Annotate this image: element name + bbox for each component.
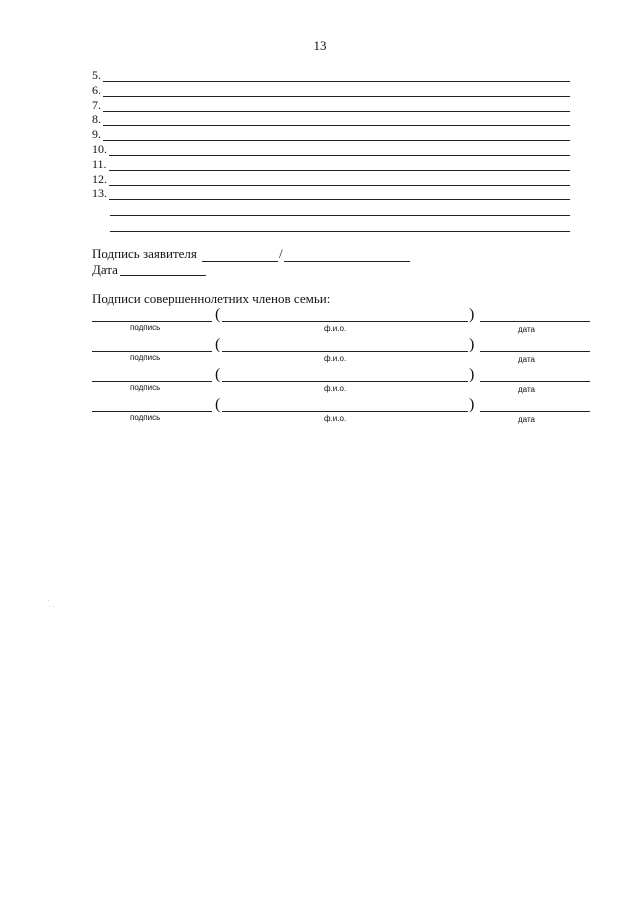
caption-date: дата	[518, 325, 535, 334]
applicant-signature-label: Подпись заявителя	[92, 246, 197, 261]
line-field[interactable]	[103, 129, 570, 141]
line-number: 10.	[92, 142, 107, 156]
family-date-field[interactable]	[480, 381, 590, 382]
family-signature-field[interactable]	[92, 381, 212, 382]
caption-date: дата	[518, 385, 535, 394]
line-field[interactable]	[103, 85, 570, 97]
close-paren: )	[469, 306, 475, 323]
continuation-line[interactable]	[110, 215, 570, 216]
line-number: 6.	[92, 82, 101, 97]
numbered-line[interactable]	[92, 98, 570, 112]
caption-signature: подпись	[130, 353, 161, 362]
continuation-line[interactable]	[110, 231, 570, 232]
line-number: 8.	[92, 112, 101, 127]
line-number: 11.	[92, 156, 107, 171]
numbered-line[interactable]	[92, 83, 570, 97]
family-signatures-heading: Подписи совершеннолетних членов семьи:	[92, 291, 331, 306]
family-name-field[interactable]	[222, 381, 468, 382]
open-paren: (	[215, 366, 221, 383]
caption-signature: подпись	[130, 383, 161, 392]
caption-signature: подпись	[130, 413, 161, 422]
line-field[interactable]	[103, 70, 570, 82]
family-name-field[interactable]	[222, 351, 468, 352]
family-signature-field[interactable]	[92, 321, 212, 322]
caption-name: ф.и.о.	[324, 354, 347, 363]
line-number: 13.	[92, 186, 107, 201]
line-number: 5.	[92, 68, 101, 82]
line-field[interactable]	[109, 144, 570, 156]
open-paren: (	[215, 396, 221, 413]
close-paren: )	[469, 336, 475, 353]
line-field[interactable]	[103, 100, 570, 112]
numbered-line[interactable]	[92, 142, 570, 156]
numbered-line[interactable]	[92, 157, 570, 171]
family-date-field[interactable]	[480, 321, 590, 322]
line-number: 9.	[92, 127, 101, 142]
line-field[interactable]	[109, 188, 570, 200]
applicant-signature-field[interactable]	[202, 261, 278, 262]
caption-name: ф.и.о.	[324, 324, 347, 333]
caption-signature: подпись	[130, 323, 161, 332]
signature-slash: /	[279, 246, 283, 261]
applicant-date-field[interactable]	[120, 275, 206, 276]
family-date-field[interactable]	[480, 411, 590, 412]
numbered-line[interactable]	[92, 112, 570, 126]
close-paren: )	[469, 396, 475, 413]
numbered-line[interactable]	[92, 68, 570, 82]
line-field[interactable]	[109, 159, 570, 171]
line-field[interactable]	[103, 114, 570, 126]
family-name-field[interactable]	[222, 411, 468, 412]
open-paren: (	[215, 336, 221, 353]
family-signature-field[interactable]	[92, 351, 212, 352]
caption-date: дата	[518, 355, 535, 364]
line-field[interactable]	[109, 174, 570, 186]
applicant-name-field[interactable]	[284, 261, 410, 262]
family-signature-field[interactable]	[92, 411, 212, 412]
family-date-field[interactable]	[480, 351, 590, 352]
caption-name: ф.и.о.	[324, 384, 347, 393]
scan-specks: . . .	[48, 598, 55, 609]
numbered-line[interactable]	[92, 172, 570, 186]
close-paren: )	[469, 366, 475, 383]
page-number: 13	[313, 38, 327, 53]
numbered-line[interactable]	[92, 186, 570, 200]
numbered-line[interactable]	[92, 127, 570, 141]
line-number: 12.	[92, 171, 107, 186]
line-number: 7.	[92, 97, 101, 112]
applicant-date-label: Дата	[92, 262, 118, 277]
caption-name: ф.и.о.	[324, 414, 347, 423]
open-paren: (	[215, 306, 221, 323]
caption-date: дата	[518, 415, 535, 424]
family-name-field[interactable]	[222, 321, 468, 322]
